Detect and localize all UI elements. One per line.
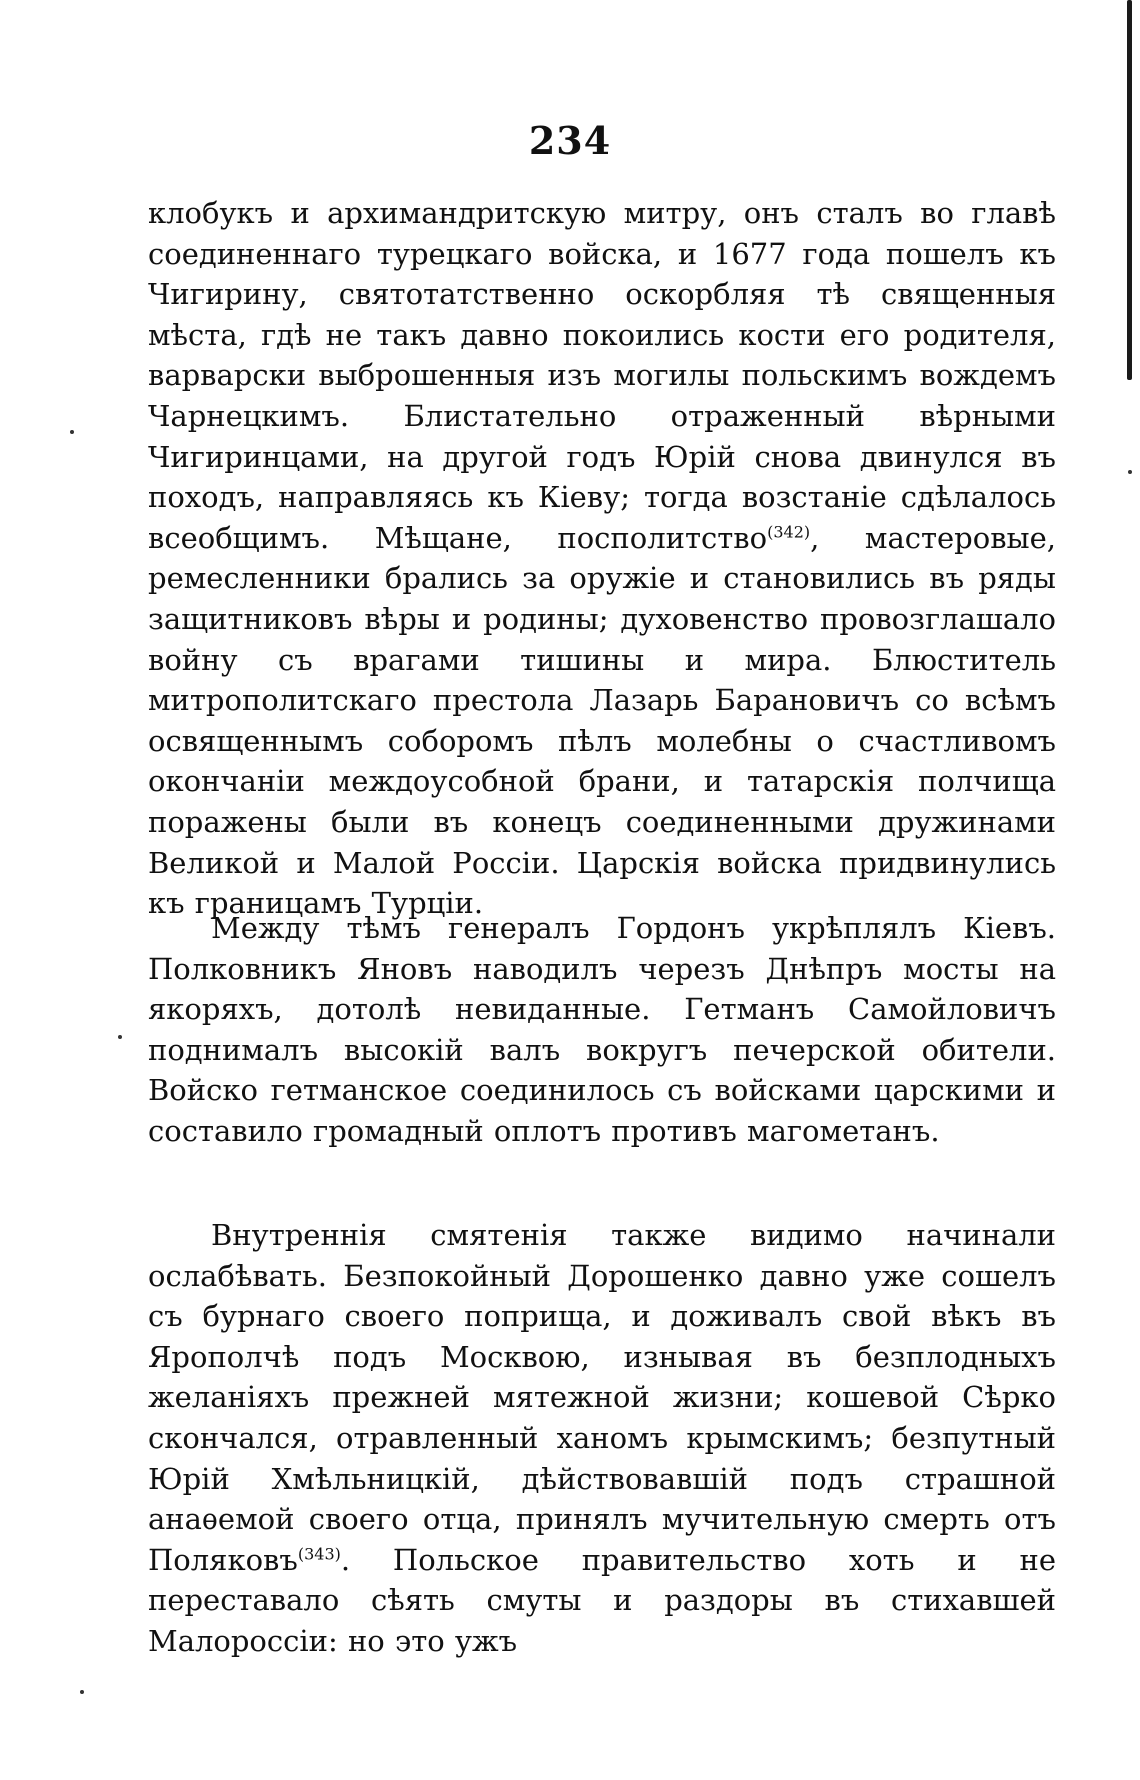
footnote-ref-342: (342) xyxy=(767,522,811,542)
paragraph-text xyxy=(148,1215,1056,1662)
paragraph-3 xyxy=(148,1215,1056,1662)
paragraph-text: Между тѣмъ генералъ Гордонъ укрѣплялъ Кіевъ. Полковникъ Яновъ наводилъ черезъ Днѣпръ мосты на якоряхъ, дотолѣ невиданные. Гетманъ Самойловичъ поднималъ высокій валъ вокругъ печерской обители. Войско гетманское соединилось съ войсками царскими и составило громадный оплотъ противъ магометанъ. xyxy=(148,911,1056,1148)
text-segment: клобукъ и архимандритскую митру, онъ сталъ во главѣ соединеннаго турецкаго войска, и 1677 года пошелъ къ Чигирину, святотатственно оскорбляя тѣ священныя мѣста, гдѣ не такъ давно покоились кости его родителя, варварски выброшенныя изъ могилы польскимъ вождемъ Чарнецкимъ. Блистательно отраженный вѣрными Чигиринцами, на другой годъ Юрій снова двинулся въ походъ, направляясь къ Кіеву; тогда возстаніе сдѣлалось всеобщимъ. Мѣщане, посполитство xyxy=(148,196,1056,555)
paragraph-1 xyxy=(148,193,1056,924)
scan-speck xyxy=(80,1690,84,1694)
text-segment: Внутреннія смятенія также видимо начинали ослабѣвать. Безпокойный Дорошенко давно уже сошелъ съ бурнаго своего поприща, и доживалъ свой вѣкъ въ Ярополчѣ подъ Москвою, изнывая въ безплодныхъ желаніяхъ прежней мятежной жизни; кошевой Сѣрко скончался, отравленный ханомъ крымскимъ; безпутный Юрій Хмѣльницкій, дѣйствовавшій подъ страшной анаѳемой своего отца, принялъ мучительную смерть отъ Поляковъ xyxy=(148,1218,1056,1577)
footnote-ref-343: (343) xyxy=(297,1544,341,1564)
text-segment: . Польское правительство хоть и не переставало сѣять смуты и раздоры въ стихавшей Малороссіи: но это ужъ xyxy=(148,1542,1056,1658)
paragraph-2 xyxy=(148,908,1056,1152)
scan-speck xyxy=(118,1035,122,1039)
scan-edge-mark xyxy=(1127,0,1132,380)
scan-speck xyxy=(1128,470,1132,474)
scan-speck xyxy=(70,430,74,434)
paragraph-text xyxy=(148,193,1056,924)
text-segment: , мастеровые, ремесленники брались за оружіе и становились въ ряды защитниковъ вѣры и родины; духовенство провозглашало войну съ врагами тишины и мира. Блюститель митрополитскаго престола Лазарь Барановичъ со всѣмъ освященнымъ соборомъ пѣлъ молебны о счастливомъ окончаніи междоусобной брани, и татарскія полчища поражены были въ конецъ соединенными дружинами Великой и Малой Россіи. Царскія войска придвинулись къ границамъ Турціи. xyxy=(148,520,1056,921)
page-number: 234 xyxy=(528,118,612,163)
